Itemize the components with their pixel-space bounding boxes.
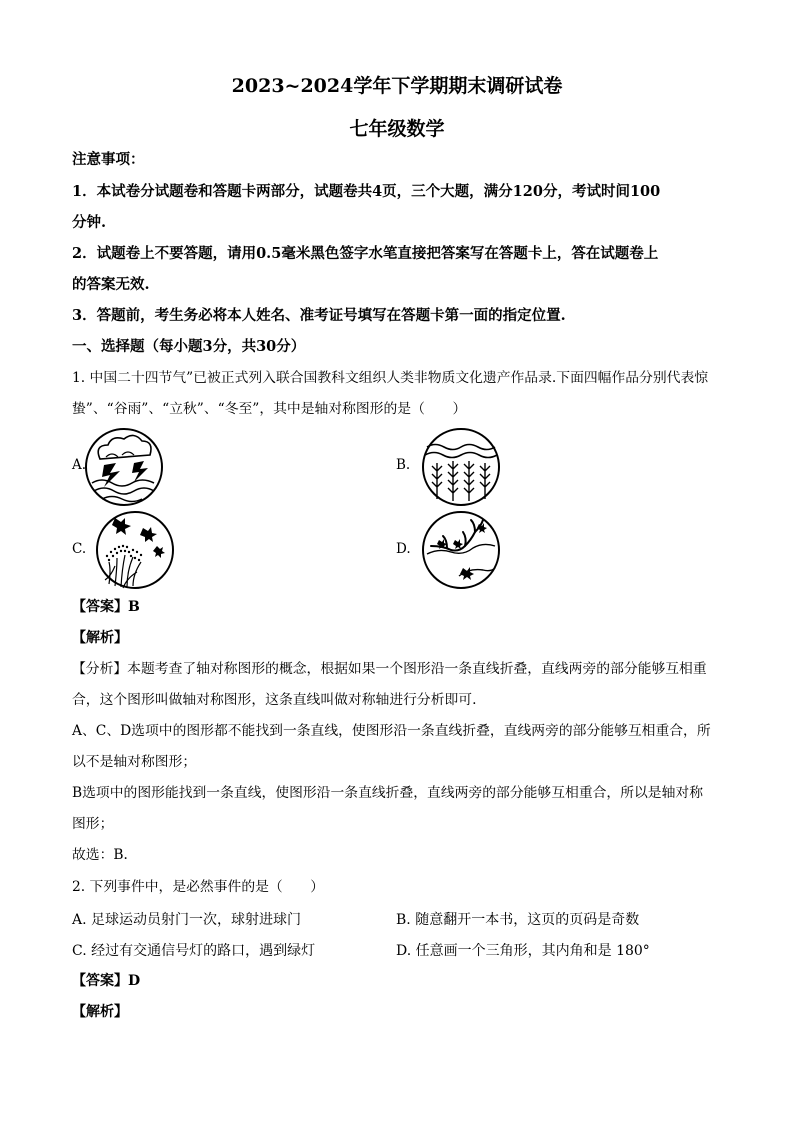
q2-option-d: D. 任意画一个三角形，其内角和是 180°: [396, 943, 650, 959]
q1-stem: 1. 中国二十四节气”已被正式列入联合国教科文组织人类非物质文化遗产作品录.下面四幅作品分别代表惊: [72, 370, 709, 386]
q2-answer: 【答案】D: [72, 973, 141, 989]
q1-option-a-label: A.: [72, 457, 87, 473]
dongzhi-winter-icon: [419, 510, 503, 590]
notice-item-3: 3．答题前，考生务必将本人姓名、准考证号填写在答题卡第一面的指定位置.: [72, 307, 566, 324]
q1-b-explain: B选项中的图形能找到一条直线，使图形沿一条直线折叠，直线两旁的部分能够互相重合，所以是轴对称: [72, 785, 703, 801]
exam-subtitle: 七年级数学: [349, 118, 445, 140]
q1-option-b-label: B.: [396, 457, 411, 473]
q2-analysis-heading: 【解析】: [72, 1004, 128, 1020]
q1-choice: 故选：B．: [72, 847, 138, 863]
jingzhe-thunder-icon: [82, 427, 166, 507]
q1-b-explain-cont: 图形；: [72, 816, 114, 832]
section-heading: 一、选择题（每小题3分，共30分）: [72, 338, 306, 355]
notice-item-1-cont: 分钟.: [72, 214, 107, 231]
q1-acd-explain: A、C、D选项中的图形都不能找到一条直线，使图形沿一条直线折叠，直线两旁的部分能够互相重合，所: [72, 723, 711, 739]
notice-heading: 注意事项：: [72, 151, 145, 168]
notice-item-2-cont: 的答案无效.: [72, 276, 150, 293]
q2-option-c: C. 经过有交通信号灯的路口，遇到绿灯: [72, 943, 316, 959]
q1-stem-cont: 蛰”、“谷雨”、“立秋”、“冬至”，其中是轴对称图形的是（ ）: [72, 401, 467, 417]
q1-answer: 【答案】B: [72, 599, 140, 615]
q2-stem: 2. 下列事件中，是必然事件的是（ ）: [72, 879, 325, 895]
notice-item-2: 2．试题卷上不要答题，请用0.5毫米黑色签字水笔直接把答案写在答题卡上，答在试题卷上: [72, 245, 659, 262]
q1-option-c-label: C.: [72, 541, 87, 557]
q1-fenxi-cont: 合，这个图形叫做轴对称图形，这条直线叫做对称轴进行分析即可.: [72, 692, 477, 708]
q1-option-d-label: D.: [396, 541, 411, 557]
q1-acd-explain-cont: 以不是轴对称图形；: [72, 754, 197, 770]
q2-option-a: A. 足球运动员射门一次，球射进球门: [72, 912, 302, 928]
liqiu-autumn-icon: [93, 510, 177, 590]
guyu-grain-icon: [419, 427, 503, 507]
q1-fenxi: 【分析】本题考查了轴对称图形的概念，根据如果一个图形沿一条直线折叠，直线两旁的部分能够互相重: [72, 661, 707, 677]
q1-analysis-heading: 【解析】: [72, 630, 128, 646]
notice-item-1: 1．本试卷分试题卷和答题卡两部分，试题卷共4页，三个大题，满分120分，考试时间100: [72, 183, 661, 200]
q2-option-b: B. 随意翻开一本书，这页的页码是奇数: [396, 912, 640, 928]
exam-title: 2023~2024学年下学期期末调研试卷: [231, 75, 563, 97]
